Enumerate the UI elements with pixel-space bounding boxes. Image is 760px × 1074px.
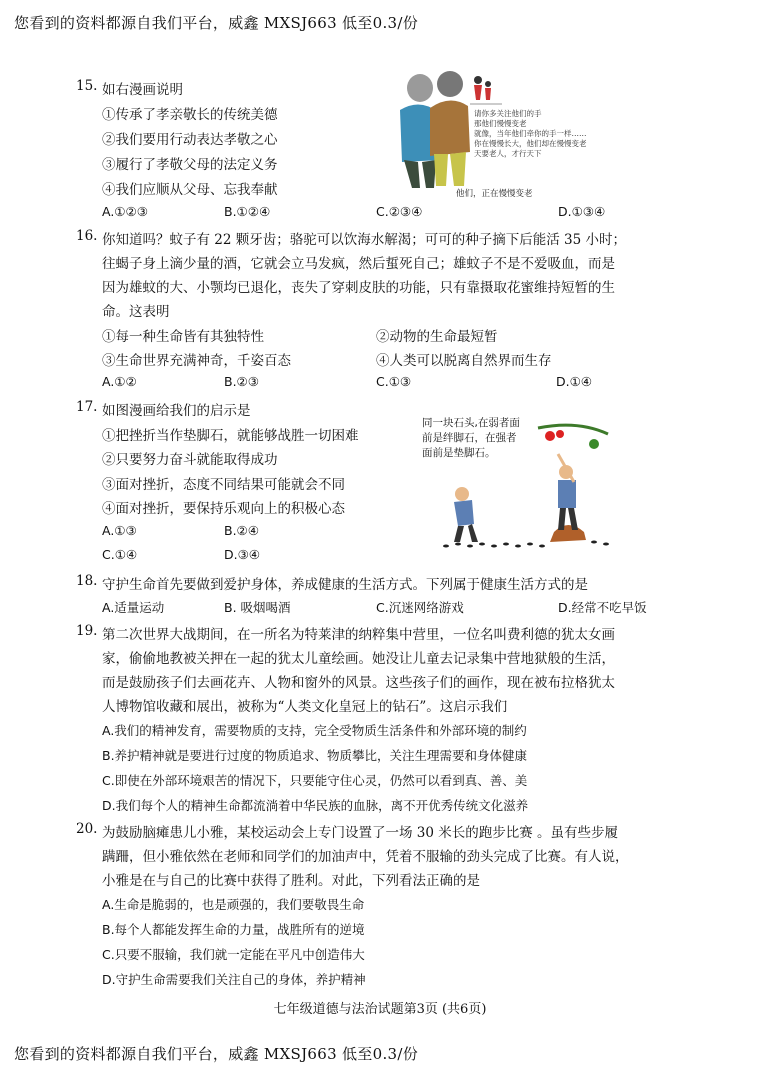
statement: ①每一种生命皆有其独特性 xyxy=(102,329,264,345)
apple xyxy=(556,430,564,438)
cartoon-caption: 天要老人，才行天下 xyxy=(474,149,542,158)
cartoon-caption: 前是绊脚石，在强者 xyxy=(422,432,517,444)
cartoon-body-man xyxy=(430,100,470,156)
question-stem-line: 因为雄蚊的大、小颚均已退化，丧失了穿刺皮肤的功能，只有靠摄取花蜜维持短暂的生 xyxy=(102,280,615,296)
statement: ②只要努力奋斗就能取得成功 xyxy=(102,452,278,468)
cartoon-body-sad xyxy=(454,500,474,526)
option-d[interactable]: D.经常不吃早饭 xyxy=(558,600,647,615)
cartoon-caption: 请你多关注他们的手 xyxy=(474,109,542,118)
apple xyxy=(545,431,555,441)
page-footer: 七年级道德与法治试题第3页 (共6页) xyxy=(273,1002,487,1017)
option-a[interactable]: A.我们的精神发育，需要物质的支持，完全受物质生活条件和外部环境的制约 xyxy=(102,723,527,738)
option-c[interactable]: C.沉迷网络游戏 xyxy=(376,600,464,615)
question-stem-line: 往蝎子身上滴少量的酒，它就会立马发疯，然后蜇死自己；雄蚊子不是不爱吸血，而是 xyxy=(102,256,615,272)
option-a[interactable]: A.适量运动 xyxy=(102,600,165,615)
cartoon-caption-bottom: 他们，正在慢慢变老 xyxy=(456,189,533,198)
statement: ④人类可以脱离自然界而生存 xyxy=(376,353,552,369)
statement: ④我们应顺从父母、忘我奉献 xyxy=(102,182,278,198)
option-b[interactable]: B.养护精神就是要进行过度的物质追求、物质攀比，关注生理需要和身体健康 xyxy=(102,748,528,763)
option-b[interactable]: B.②④ xyxy=(224,523,259,538)
option-c[interactable]: C.即使在外部环境艰苦的情况下，只要能守住心灵，仍然可以看到真、善、美 xyxy=(102,773,528,788)
option-a[interactable]: A.生命是脆弱的，也是顽强的，我们要敬畏生命 xyxy=(102,897,365,912)
statement: ③生命世界充满神奇，千姿百态 xyxy=(102,353,291,369)
stone xyxy=(550,525,586,542)
question-number: 19. xyxy=(76,623,98,639)
question-stem: 如右漫画说明 xyxy=(102,82,183,98)
question-number: 17. xyxy=(76,399,98,415)
question-stem-line: 蹒跚，但小雅依然在老师和同学们的加油声中，凭着不服输的劲头完成了比赛。有人说， xyxy=(102,849,629,865)
cartoon-caption: 你在慢慢长大，他们却在慢慢变老 xyxy=(474,139,587,148)
cartoon-head-woman xyxy=(407,74,433,102)
option-a[interactable]: A.①② xyxy=(102,374,137,389)
cartoon-body-happy xyxy=(558,480,576,508)
question-number: 16. xyxy=(76,228,98,244)
option-d[interactable]: D.③④ xyxy=(224,547,261,562)
question-stem: 守护生命首先要做到爱护身体，养成健康的生活方式。下列属于健康生活方式的是 xyxy=(102,577,588,593)
option-c[interactable]: C.②③④ xyxy=(376,204,423,219)
option-c[interactable]: C.①③ xyxy=(376,374,412,389)
statement: ②我们要用行动表达孝敬之心 xyxy=(102,132,278,148)
statement: ③面对挫折，态度不同结果可能就会不同 xyxy=(102,477,345,493)
question-stem-line: 命。这表明 xyxy=(102,304,170,320)
statement: ①传承了孝亲敬长的传统美德 xyxy=(102,107,278,123)
question-stem-line: 第二次世界大战期间，在一所名为特莱津的纳粹集中营里，一位名叫费利德的犹太女画 xyxy=(102,627,615,643)
cartoon-head-sad xyxy=(455,487,469,501)
question-stem-line: 人博物馆收藏和展出，被称为“人类文化皇冠上的钻石”。这启示我们 xyxy=(102,699,508,715)
option-b[interactable]: B.②③ xyxy=(224,374,259,389)
question-number: 20. xyxy=(76,821,98,837)
elderly-couple-cartoon xyxy=(390,70,604,198)
question-stem-line: 你知道吗？蚊子有 22 颗牙齿；骆驼可以饮海水解渴；可可的种子摘下后能活 35 小时； xyxy=(102,232,627,248)
question-number: 15. xyxy=(76,78,98,94)
option-d[interactable]: D.守护生命需要我们关注自己的身体，养护精神 xyxy=(102,972,366,987)
option-d[interactable]: D.我们每个人的精神生命都流淌着中华民族的血脉，离不开优秀传统文化滋养 xyxy=(102,798,529,813)
option-d[interactable]: D.①③④ xyxy=(558,204,606,219)
option-c[interactable]: C.①④ xyxy=(102,547,138,562)
statement: ①把挫折当作垫脚石，就能够战胜一切困难 xyxy=(102,428,359,444)
option-b[interactable]: B. 吸烟喝酒 xyxy=(224,600,291,615)
cartoon-caption: 面前是垫脚石。 xyxy=(422,447,496,459)
question-stem-line: 家，偷偷地教被关押在一起的犹太儿童绘画。她没让儿童去记录集中营地狱般的生活， xyxy=(102,651,615,667)
statement: ②动物的生命最短暂 xyxy=(376,329,498,345)
watermark-footer: 您看到的资料都源自我们平台，威鑫 MXSJ663 低至0.3/份 xyxy=(14,1045,419,1063)
statement: ④面对挫折，要保持乐观向上的积极心态 xyxy=(102,501,345,517)
option-c[interactable]: C.只要不服输，我们就一定能在平凡中创造伟大 xyxy=(102,947,365,962)
cartoon-caption: 同一块石头,在弱者面 xyxy=(422,417,520,429)
option-a[interactable]: A.①②③ xyxy=(102,204,148,219)
question-stem-line: 而是鼓励孩子们去画花卉、人物和窗外的风景。这些孩子们的画作，现在被布拉格犹太 xyxy=(102,675,615,691)
option-d[interactable]: D.①④ xyxy=(556,374,593,389)
cartoon-head-man xyxy=(437,71,463,97)
question-number: 18. xyxy=(76,573,98,589)
cartoon-caption: 那他们慢慢变老 xyxy=(474,119,527,128)
option-b[interactable]: B.每个人都能发挥生命的力量，战胜所有的逆境 xyxy=(102,922,365,937)
question-stem-line: 为鼓励脑瘫患儿小雅，某校运动会上专门设置了一场 30 米长的跑步比赛 。虽有些步履 xyxy=(102,825,619,841)
question-stem-line: 小雅是在与自己的比赛中获得了胜利。对此，下列看法正确的是 xyxy=(102,873,480,889)
question-stem: 如图漫画给我们的启示是 xyxy=(102,403,251,419)
option-b[interactable]: B.①②④ xyxy=(224,204,271,219)
option-a[interactable]: A.①③ xyxy=(102,523,137,538)
watermark-header: 您看到的资料都源自我们平台，威鑫 MXSJ663 低至0.3/份 xyxy=(14,14,419,32)
cartoon-caption: 就像，当年他们牵你的手一样…… xyxy=(474,129,587,138)
stone-cartoon xyxy=(418,414,614,552)
statement: ③履行了孝敬父母的法定义务 xyxy=(102,157,278,173)
